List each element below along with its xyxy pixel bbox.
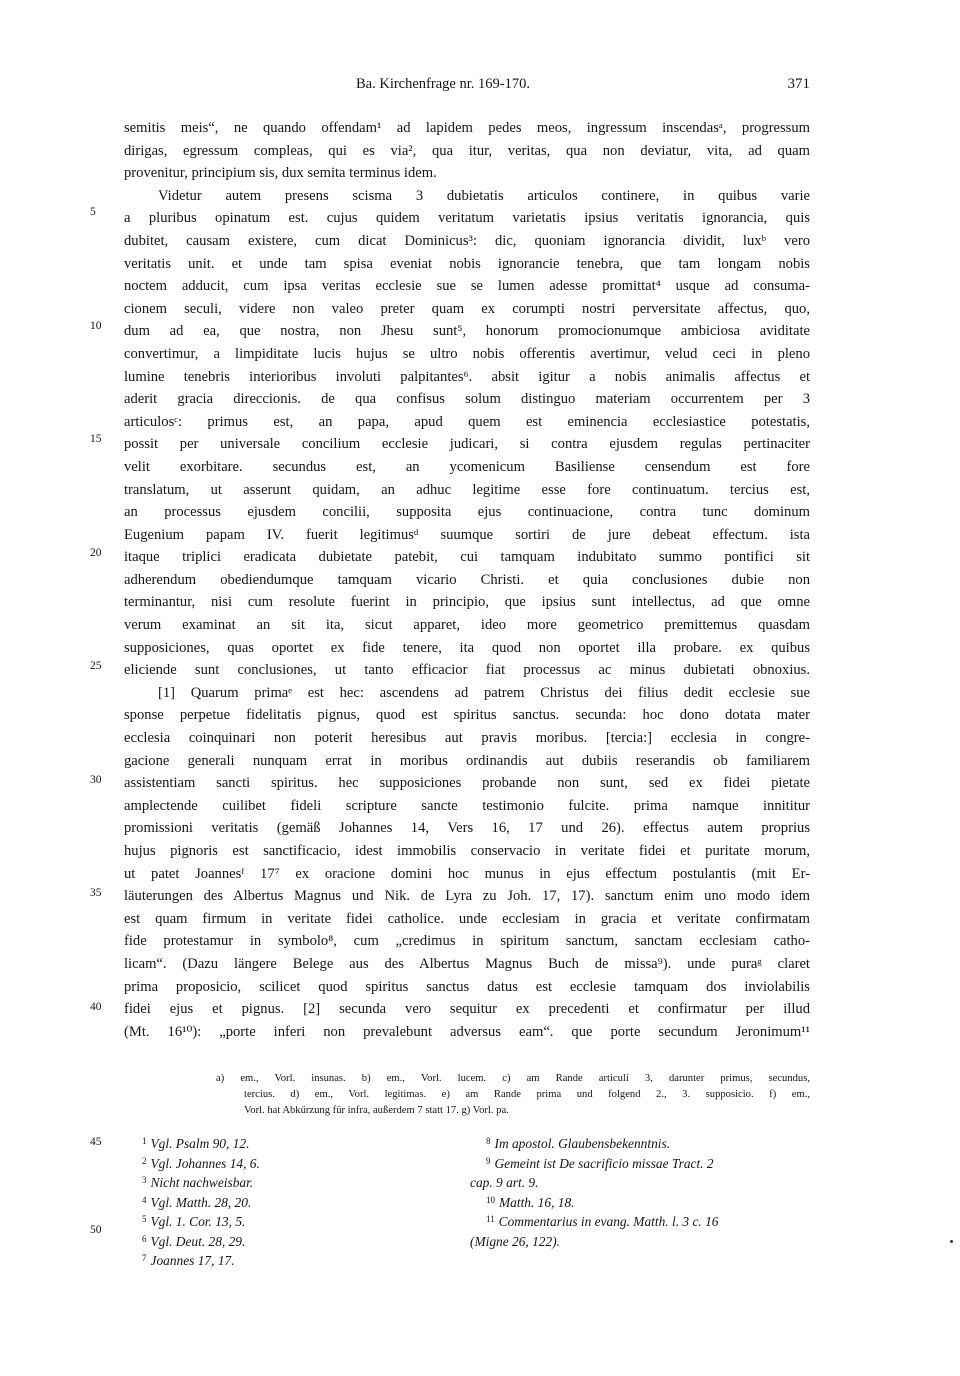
text-line: est quam firmum in veritate fidei catholice. unde ecclesiam in gracia et veritate confirmatam [124, 910, 810, 927]
footnote-continuation [470, 1232, 810, 1252]
text-line: possit per universale concilium ecclesie judicari, si contra ejusdem regulas pertinaciter [124, 436, 810, 453]
critical-note-line: a) em., Vorl. insunas. b) em., Vorl. lucem. c) am Rande articuli 3, darunter primus, secundus, [216, 1073, 810, 1084]
text-line: lumine tenebris interioribus involuti palpitantes⁶. absit igitur a nobis animalis affectus et [124, 368, 810, 385]
text-line: hujus pignoris est sanctificacio, idest immobilis conservacio in veritate fidei et puritate morum, [124, 843, 810, 859]
text-line: verum examinat an sit ita, sicut apparet, ideo more geometrico premittemus quasdam [124, 617, 810, 634]
footnote-mark: 8 [486, 1136, 491, 1146]
footnote-text: Commentarius in evang. Matth. l. 3 c. 16 [498, 1214, 719, 1229]
text-line: an processus ejusdem concilii, supposita ejus continuacione, contra tunc dominum [124, 504, 810, 521]
text-line: läuterungen des Albertus Magnus und Nik. de Lyra zu Joh. 17, 17). sanctum enim uno modo idem [124, 888, 810, 905]
running-title: Ba. Kirchenfrage nr. 169-170. [356, 76, 530, 92]
text-line: ut patet Joannesᶠ 17⁷ ex oracione domini hoc munus in ejus effectum postulantis (mit Er- [124, 865, 810, 882]
footnotes-left-column [142, 1134, 462, 1271]
text-line: noctem adducit, cum ipsa veritas ecclesie sue se lumen adesse promittat⁴ usque ad consuma- [124, 278, 810, 295]
line-number: 50 [90, 1224, 102, 1236]
footnote-text: Vgl. Johannes 14, 6. [150, 1155, 260, 1171]
line-number: 20 [90, 547, 102, 559]
footnote-text: Joannes 17, 17. [150, 1253, 235, 1268]
footnote [142, 1193, 462, 1213]
line-number: 5 [90, 206, 96, 218]
text-line: amplectende cuilibet fideli scripture sancte testimonio fulcite. prima namque innititur [124, 797, 810, 814]
footnote [142, 1154, 462, 1174]
footnote-text: cap. 9 art. 9. [470, 1175, 539, 1190]
footnote [142, 1134, 462, 1154]
footnote-mark: 2 [142, 1155, 147, 1166]
text-line: promissioni veritatis (gemäß Johannes 14, Vers 16, 17 und 26). effectus autem proprius [124, 820, 810, 837]
line-number: 15 [90, 433, 102, 445]
text-line: assistentiam sancti spiritus. hec supposiciones probande non sunt, sed ex fidei pietate [124, 775, 810, 792]
text-line: adherendum obediendumque tamquam vicario Christi. et quia conclusiones dubie non [124, 571, 810, 588]
footnote-mark: 7 [142, 1253, 147, 1263]
line-number: 10 [90, 320, 102, 332]
text-line: semitis meis“, ne quando offendam¹ ad lapidem pedes meos, ingressum inscendasᵃ, progressum [124, 120, 810, 136]
text-line: [1] Quarum primaᵉ est hec: ascendens ad patrem Christus dei filius dedit ecclesie sue [158, 684, 810, 701]
text-line: veritatis unit. et unde tam spisa eveniat nobis ignorancie tenebra, que tam longam nobis [124, 255, 810, 272]
critical-note-line: tercius. d) em., Vorl. legitimas. e) am Rande prima und folgend 2., 3. supposicio. f) em., [244, 1089, 810, 1100]
text-line: gacione generali nunquam errat in moribus ordinandis aut dubiis reserandis ob familiarem [124, 752, 810, 769]
text-line: supposiciones, quas oportet ex fide tenere, ita quod non oportet illa probare. ex quibus [124, 639, 810, 656]
footnote-text: Vgl. Psalm 90, 12. [150, 1136, 250, 1151]
footnote-continuation [470, 1173, 810, 1193]
text-line: articulosᶜ: primus est, an papa, apud quem est eminencia ecclesiastice potestatis, [124, 413, 810, 430]
footnote-text: Vgl. 1. Cor. 13, 5. [150, 1214, 246, 1229]
line-number: 30 [90, 774, 102, 786]
text-line: sponse perpetue fidelitatis pignus, quod est spiritus sanctus. secunda: hoc dono dotata mater [124, 707, 810, 724]
text-line: translatum, ut asserunt quidam, an adhuc legitime esse fore continuatum. tercius est, [124, 481, 810, 498]
text-line: eliciende sunt conclusiones, ut tanto efficacior fiat processus ac minus dubietati obnoxius. [124, 662, 810, 679]
footnote-mark: 6 [142, 1233, 147, 1244]
footnotes-right-column [470, 1134, 810, 1251]
text-line: licam“. (Dazu längere Belege aus des Albertus Magnus Buch de missa⁹). unde puraᵍ claret [124, 955, 810, 972]
footnote-mark: 1 [142, 1136, 147, 1146]
footnote-text: Nicht nachweisbar. [150, 1175, 254, 1190]
footnote [470, 1193, 810, 1213]
text-line: aderit gracia direccionis. de qua confisus solum distinguo materiam occurrentem per 3 [124, 391, 810, 408]
footnote-text: Matth. 16, 18. [499, 1194, 575, 1210]
footnote [470, 1212, 810, 1232]
critical-apparatus [216, 1071, 810, 1119]
text-line: convertimur, a limpiditate lucis hujus se ultro nobis offerentis avertimur, velud ceci in pleno [124, 345, 810, 362]
footnote-mark: 3 [142, 1175, 147, 1185]
footnote [142, 1173, 462, 1193]
text-line: itaque triplici eradicata dubietate patebit, cui tamquam indubitato summo pontifici sit [124, 549, 810, 566]
line-number: 35 [90, 887, 102, 899]
line-number: 45 [90, 1136, 102, 1148]
text-line: velit exorbitare. secundus est, an ycomenicum Basiliense censendum est fore [124, 458, 810, 475]
critical-note-line: Vorl. hat Abkürzung für infra, außerdem 7 statt 17. g) Vorl. pa. [244, 1105, 509, 1116]
footnote [142, 1232, 462, 1252]
footnote [470, 1154, 810, 1174]
footnote-text: Im apostol. Glaubensbekenntnis. [494, 1136, 671, 1151]
text-line: provenitur, principium sis, dux semita terminus idem. [124, 165, 437, 182]
text-line: dum ad ea, que nostra, non Jhesu sunt⁵, honorum promocionumque ambiciosa aviditate [124, 323, 810, 340]
text-line: cionem seculi, videre non valeo preter quam ex corumpti nostri perversitate affectus, quo, [124, 300, 810, 317]
text-line: terminantur, nisi cum resolute fuerint in principio, que ipsius sunt intellectus, ad que omne [124, 594, 810, 611]
footnote-text: Gemeint ist De sacrificio missae Tract. 2 [494, 1155, 714, 1171]
text-line: dubitet, causam existere, cum dicat Dominicus³: dic, quoniam ignorancia dividit, luxᵇ vero [124, 232, 810, 249]
footnote-text: (Migne 26, 122). [470, 1233, 560, 1249]
text-line: fidei ejus et pignus. [2] secunda vero sequitur ex precedenti et confirmatur per illud [124, 1001, 810, 1018]
footnote [470, 1134, 810, 1154]
footnote [142, 1251, 462, 1271]
line-number: 40 [90, 1001, 102, 1013]
footnote [142, 1212, 462, 1232]
footnote-mark: 9 [486, 1155, 491, 1166]
text-line: dirigas, egressum compleas, qui es via², qua itur, veritas, qua non deviatur, vita, ad quam [124, 142, 810, 159]
footnote-text: Vgl. Deut. 28, 29. [150, 1233, 246, 1249]
main-text [124, 117, 810, 1043]
text-line: Videtur autem presens scisma 3 dubietatis articulos continere, in quibus varie [158, 187, 810, 204]
text-line: prima proposicio, scilicet quod spiritus sanctus datus est ecclesie tamquam dos inviolabilis [124, 978, 810, 995]
footnote-mark: 11 [486, 1214, 495, 1224]
text-line: ecclesia coinquinari non poterit heresibus aut pravis moribus. [tercia:] ecclesia in congre- [124, 730, 810, 747]
footnote-mark: 5 [142, 1214, 147, 1224]
text-line: (Mt. 16¹⁰): „porte inferi non prevalebunt adversus eam“. que porte secundum Jeronimum¹¹ [124, 1023, 810, 1040]
text-line: fide protestamur in symbolo⁸, cum „credimus in spiritum sanctum, sanctam ecclesiam catho- [124, 933, 810, 950]
text-line: Eugenium papam IV. fuerit legitimusᵈ suumque sortiri de jure debeat effectum. ista [124, 526, 810, 543]
text-line: a pluribus opinatum est. cujus quidem veritatum varietatis ipsius veritatis ignorancia, quis [124, 210, 810, 227]
footnote-text: Vgl. Matth. 28, 20. [150, 1194, 252, 1210]
footnote-mark: 10 [486, 1194, 495, 1205]
page-number: 371 [787, 76, 810, 92]
scan-speck [950, 1240, 953, 1243]
footnote-mark: 4 [142, 1194, 147, 1205]
running-header [124, 76, 810, 98]
line-number: 25 [90, 660, 102, 672]
